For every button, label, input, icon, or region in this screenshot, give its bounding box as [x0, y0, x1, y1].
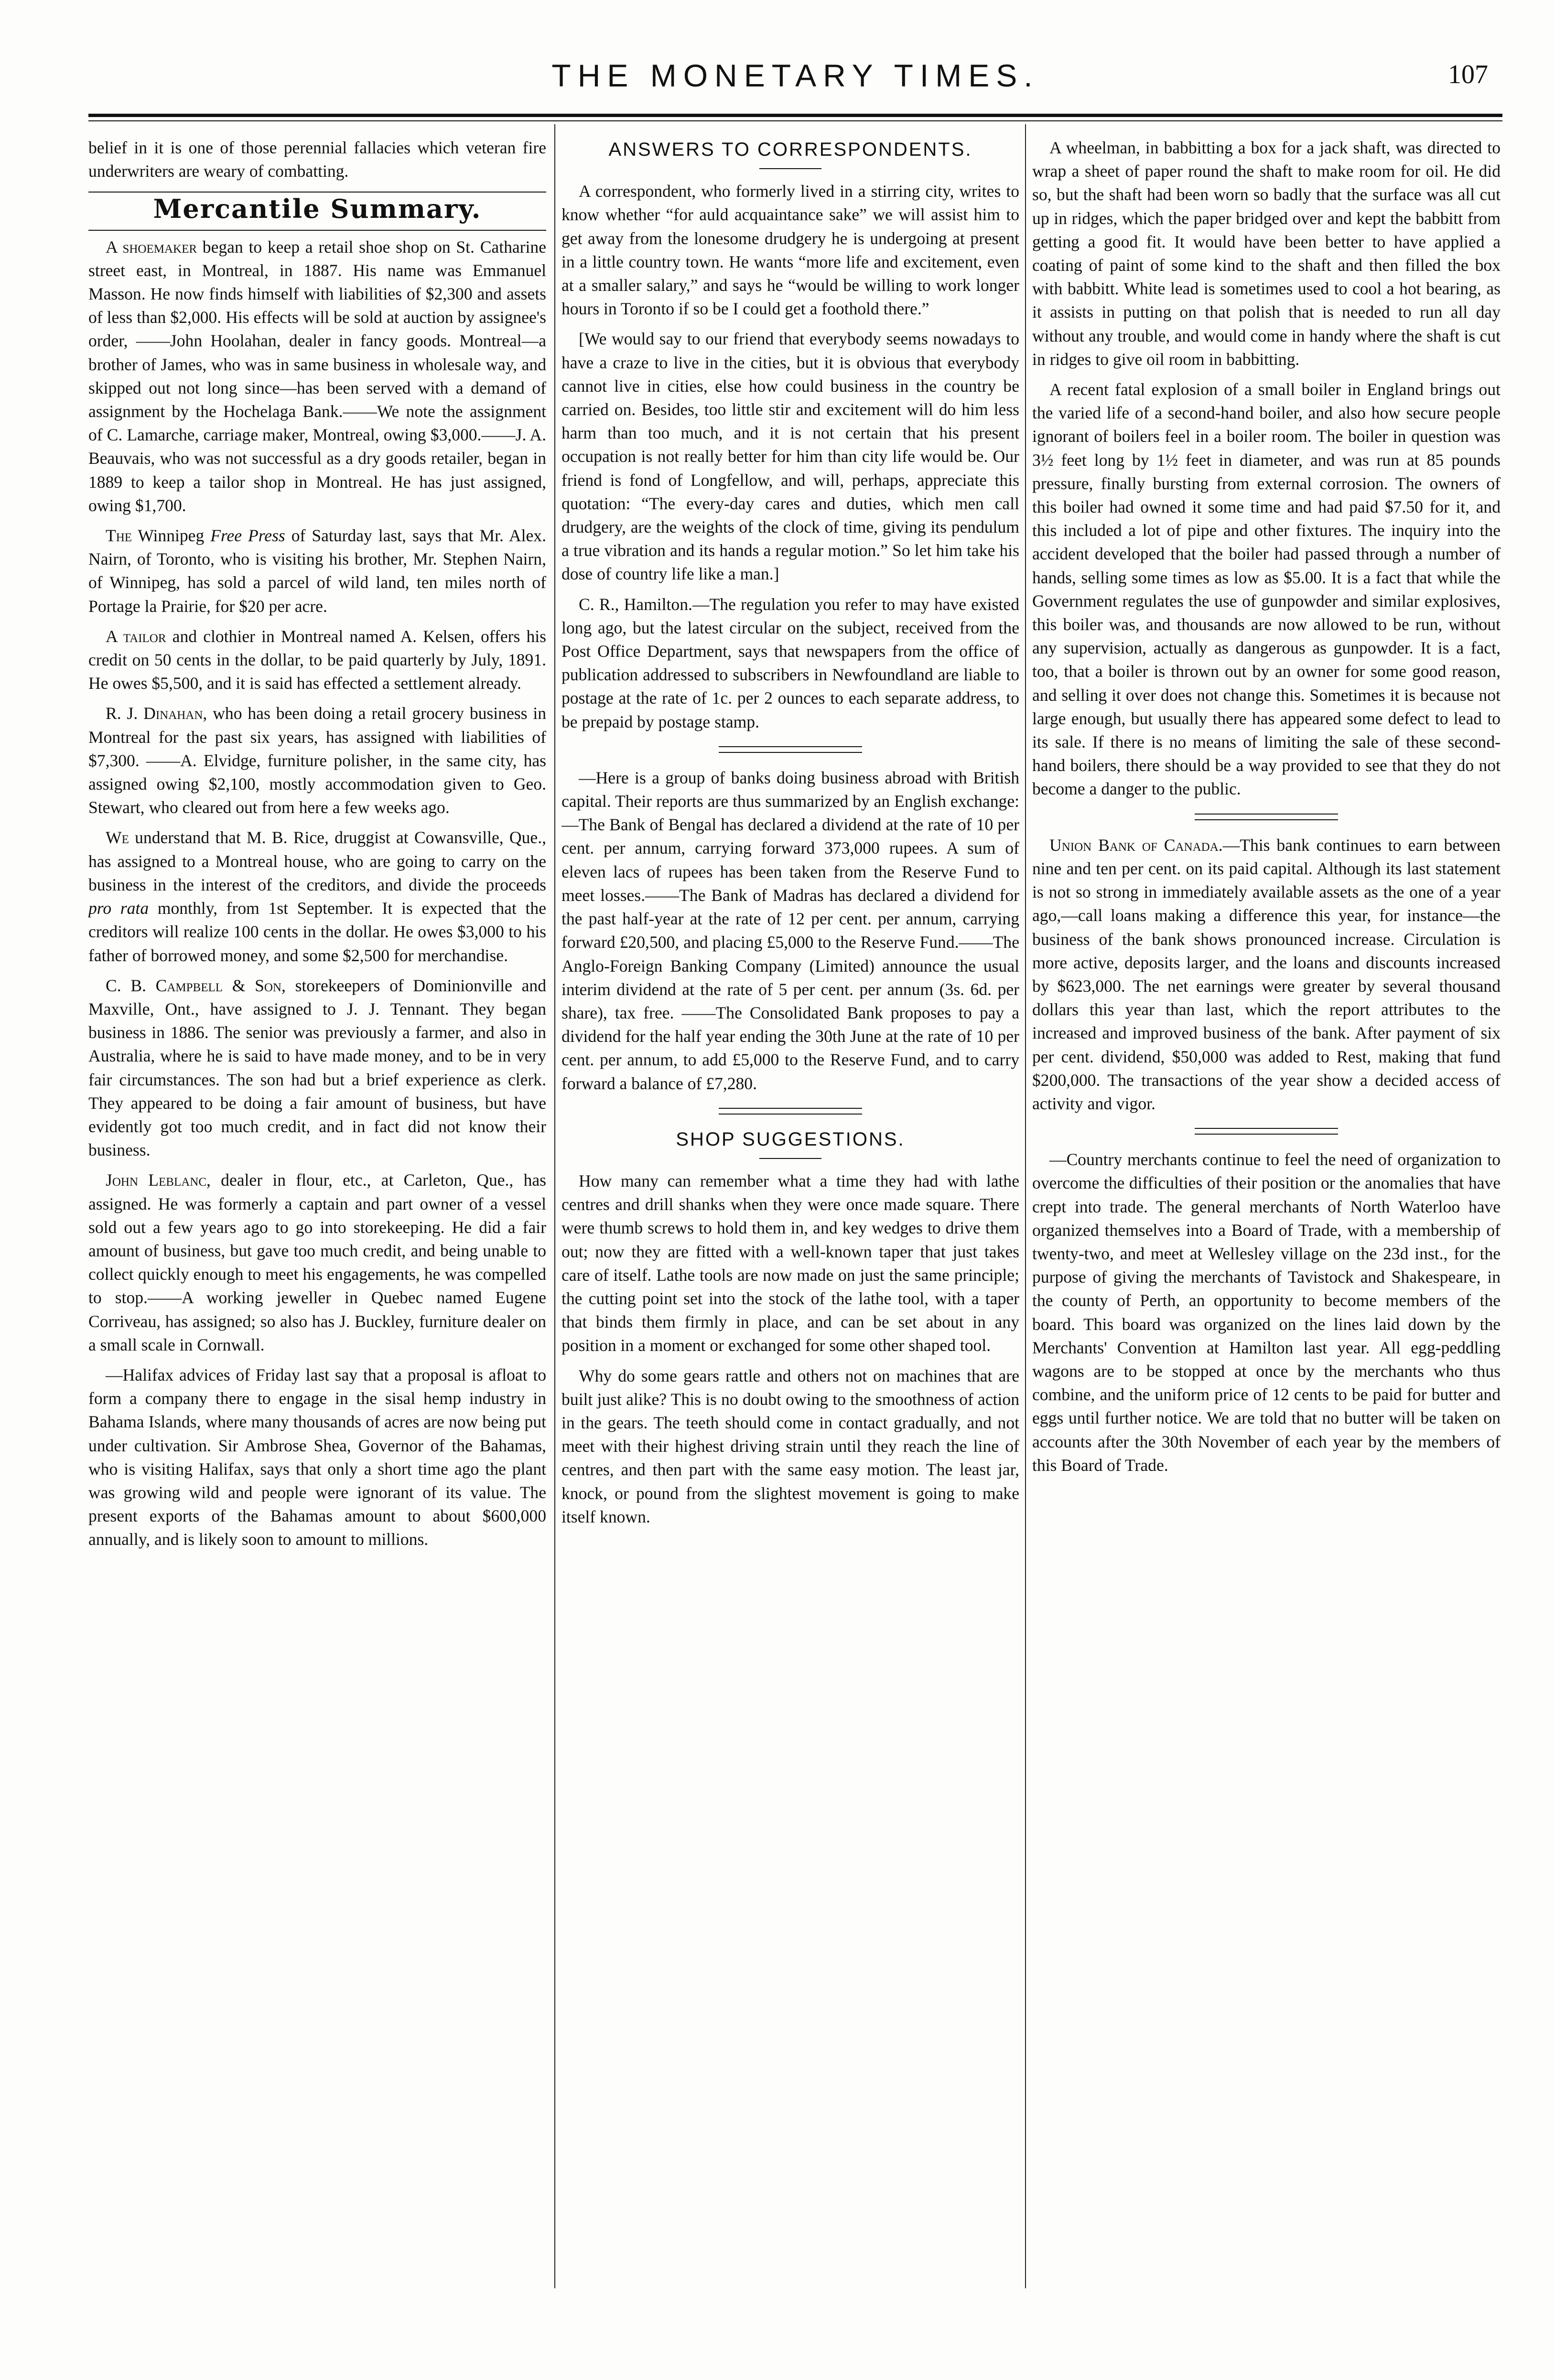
- masthead: [88, 57, 1502, 110]
- short-rule: [759, 1158, 821, 1159]
- page-number: 107: [1448, 60, 1488, 89]
- lead-in: The: [106, 526, 132, 546]
- article-paragraph: [88, 236, 546, 517]
- section-rule: [88, 230, 546, 231]
- paragraph-text: of Saturday last, says that Mr. Alex. Nairn, of Toronto, who is visiting his brother, Mr. Stephen Nairn, of Winnipeg, has sold a parcel of wild land, ten miles north of Portage la Prairie, for $20 per acre.: [88, 526, 546, 616]
- column-1: [88, 136, 546, 2367]
- newspaper-name: Free Press: [210, 526, 285, 546]
- column-divider: [554, 124, 555, 2288]
- column-3: [1032, 136, 1501, 2367]
- masthead-rule-thin: [88, 120, 1502, 121]
- article-paragraph: [88, 702, 546, 819]
- article-paragraph: Why do some gears rattle and others not on machines that are built just alike? This is no doubt owing to the smoothness of action in the gears. The teeth should come in contact gradually, and not meet with their highest driving strain until they reach the line of centres, and then part with the same easy motion. The least jar, knock, or pound from the slightest movement is going to make itself known.: [562, 1366, 1019, 1526]
- paragraph-text: storekeepers of Dominionville and Maxville, Ont., have assigned to J. J. Tennant. They began business in 1886. The senior was previously a farmer, and also in Australia, where he is said to have made money, and to be in very fair circumstances. The son had but a brief experience as clerk. They appeared to be doing a fair amount of business, but have evidently got too much credit, and in fact did not know their business.: [88, 976, 546, 1160]
- article-paragraph: A recent fatal explosion of a small boiler in England brings out the varied life of a second-hand boiler, and also how secure people ignorant of boilers feel in a boiler room. The boiler in question was 3½ feet long by 1½ feet in diameter, and was run at 85 pounds pressure, finally bursting from external corrosion. The owners of this boiler had owned it some time and had paid $7.50 for it, and this included a lot of pipe and other fixtures. The inquiry into the accident developed that the boiler had passed through a number of hands, selling some times as low as $5.00. It is a fact that while the Government regulates the use of gunpowder and similar explosives, this boiler was, and thousands are now allowed to be run, without any supervision, actually as dangerous as gunpowder. It is a fact, too, that a boiler is thrown out by an owner for some good reason, and selling it over does not change this. Sometimes it is because not large enough, but usually there has appeared some defect to lead to its sale. If there is no means of limiting the sale of these second-hand boilers, there should be a way provided to see that they do not become a danger to the public.: [1032, 380, 1501, 799]
- lead-in: We: [106, 828, 129, 847]
- paragraph-text: understand that M. B. Rice, druggist at Cowansville, Que., has assigned to a Montreal house, who are going to carry on the business in the interest of the creditors, and divide the proceeds: [88, 828, 546, 894]
- masthead-rule: [88, 114, 1502, 117]
- paragraph-text: began to keep a retail shoe shop on St. Catharine street east, in Montreal, in 1887. His name was Emmanuel Masson. He now finds himself with liabilities of $2,300 and assets of less than $2,000. His effects will be sold at auction by assignee's order, ——John Hoolahan, dealer in fancy goods. Montreal—a brother of James, who was in same business in wholesale way, and skipped out not long since—has been served with a demand of assignment by the Hochelaga Bank.——We note the assignment of C. Lamarche, carriage maker, Montreal, owing $3,000.——J. A. Beauvais, who was not successful as a dry goods retailer, began in 1889 to keep a tailor shop in Montreal. He has just assigned, owing $1,700.: [88, 237, 546, 515]
- paragraph-text: monthly, from 1st September. It is expected that the creditors will realize 100 cents in the dollar. He owes $3,000 to his father of borrowed money, and some $2,500 for merchandise.: [88, 899, 546, 965]
- ornamental-rule: [1195, 1128, 1338, 1135]
- article-paragraph: —Country merchants continue to feel the need of organization to overcome the difficulties of their position or the anomalies that have crept into trade. The general merchants of North Waterloo have organized themselves into a Board of Trade, with a membership of twenty-two, and meet at Wellesley village on the 23d inst., for the purpose of giving the merchants of Tavistock and Shakespeare, in the county of Perth, an opportunity to become members of the board. This board was organized on the lines laid down by the Merchants' Convention at Hamilton last year. All egg-peddling wagons are to be stopped at once by the merchants who thus combine, and the uniform price of 12 cents to be paid for butter and eggs until further notice. We are told that no butter will be taken on accounts after the 30th November of each year by the members of this Board of Trade.: [1032, 1150, 1501, 1475]
- article-paragraph: [We would say to our friend that everybody seems nowadays to have a craze to live in the cities, but it is obvious that everybody cannot live in cities, else how could business in the country be carried on. Besides, too little stir and excitement will do him less harm than too much, and it is not certain that his present occupation is not really better for him than city life would be. Our friend is fond of Longfellow, and will, perhaps, appreciate this quotation: “The every-day cares and duties, which men call drudgery, are the weights of the clock of time, giving its pendulum a true vibration and its hands a regular motion.” So let him take his dose of country life like a man.]: [562, 329, 1019, 584]
- continued-paragraph: belief in it is one of those perennial fallacies which veteran fire underwriters are weary of combatting.: [88, 138, 546, 181]
- column-2: [562, 136, 1019, 2367]
- lead-in: A tailor: [106, 626, 166, 646]
- paragraph-text: —This bank continues to earn between nine and ten per cent. on its paid capital. Although its last statement is not so strong in immediately available assets as the one of a year ago,—call loans making a difference this year, for instance—the business of the bank shows pronounced increase. Circulation is more active, deposits larger, and the loans and discounts increased by $623,000. The net earnings were greater by several thousand dollars this year than last, which the report attributes to the increased and improved business of the bank. After payment of six per cent. dividend, $50,000 was added to Rest, making that fund $200,000. The transactions of the year show a decided access of activity and vigor.: [1032, 835, 1501, 1113]
- paragraph-text: Winnipeg: [132, 526, 211, 546]
- column-divider: [1025, 124, 1026, 2288]
- article-paragraph: C. R., Hamilton.—The regulation you refer to may have existed long ago, but the latest circular on the subject, received from the Post Office Department, says that newspapers from the office of publication addressed to subscribers in Newfoundland are liable to postage at the rate of 1c. per 2 ounces to each separate address, to be prepaid by postage stamp.: [562, 594, 1019, 731]
- article-paragraph: A correspondent, who formerly lived in a stirring city, writes to know whether “for auld acquaintance sake” we will assist him to get away from the lonesome drudgery he is undergoing at present in a little country town. He wants “more life and excitement, even at a smaller salary,” and says he “would be willing to work longer hours in Toronto if so be I could get a foothold there.”: [562, 182, 1019, 319]
- article-paragraph: [88, 826, 546, 967]
- short-rule: [759, 168, 821, 169]
- paragraph-text: and clothier in Montreal named A. Kelsen, offers his credit on 50 cents in the dollar, to be paid quarterly by July, 1891. He owes $5,500, and it is said has effected a settlement already.: [88, 626, 546, 693]
- article-paragraph: [88, 524, 546, 618]
- ornamental-rule: [1195, 814, 1338, 820]
- article-paragraph: —Halifax advices of Friday last say that a proposal is afloat to form a company there to engage in the sisal hemp industry in Bahama Islands, where many thousands of acres are now being put under cultivation. Sir Ambrose Shea, Governor of the Bahamas, who is visiting Halifax, says that only a short time ago the plant was growing wild and people were ignorant of its value. The present exports of the Bahamas amount to about $600,000 annually, and is likely soon to amount to millions.: [88, 1365, 546, 1549]
- lead-in: R. J. Dinahan,: [106, 704, 207, 723]
- article-paragraph: [88, 974, 546, 1162]
- article-paragraph: —Here is a group of banks doing business abroad with British capital. Their reports are thus summarized by an English exchange: —The Bank of Bengal has declared a dividend at the rate of 10 per cent. per annum, carrying forward 373,000 rupees. A sum of eleven lacs of rupees has been taken from the Reserve Fund to meet losses.——The Bank of Madras has declared a dividend for the past half-year at the rate of 12 per cent. per annum, carrying forward £20,500, and placing £5,000 to the Reserve Fund.——The Anglo-Foreign Banking Company (Limited) announce the usual interim dividend at the rate of 5 per cent. per annum (3s. 6d. per share), tax free. ——The Consolidated Bank proposes to pay a dividend for the half year ending the 30th June at the rate of 10 per cent. per annum, to add £5,000 to the Reserve Fund, and to carry forward a balance of £7,280.: [562, 768, 1019, 1093]
- section-rule: [88, 192, 546, 193]
- section-heading: SHOP SUGGESTIONS.: [676, 1128, 905, 1150]
- lead-in: C. B. Campbell & Son,: [106, 976, 286, 995]
- ornamental-rule: [719, 746, 862, 753]
- section-title: Mercantile Summary.: [153, 193, 482, 225]
- article-paragraph: [1032, 834, 1501, 1115]
- article-paragraph: How many can remember what a time they had with lathe centres and drill shanks when they were once made square. There were thumb screws to hold them in, and key wedges to drive them out; now they are fitted with a well-known taper that just takes care of itself. Lathe tools are now made on just the same principle; the cutting point set into the stock of the lathe tool, with a taper that binds them firmly in place, and can be set about in any position in a moment or exchanged for some other shaped tool.: [562, 1171, 1019, 1355]
- article-paragraph: [88, 625, 546, 696]
- ornamental-rule: [719, 1108, 862, 1115]
- section-heading: ANSWERS TO CORRESPONDENTS.: [608, 139, 972, 160]
- paragraph-text: dealer in flour, etc., at Carleton, Que., has assigned. He was formerly a captain and part owner of a vessel sold out a few years ago to go into storekeeping. He did a fair amount of business, but gave too much credit, and being unable to collect quickly enough to meet his engagements, he was compelled to stop.——A working jeweller in Quebec named Eugene Corriveau, has assigned; so also has J. Buckley, furniture dealer on a small scale in Cornwall.: [88, 1170, 546, 1354]
- article-paragraph: A wheelman, in babbitting a box for a jack shaft, was directed to wrap a sheet of paper round the shaft to make room for oil. He did so, but the shaft had been worn so badly that the surface was all cut up in ridges, which the paper bridged over and kept the babbitt from getting a good fit. It would have been better to have applied a coating of paint of some kind to the shaft and then filled the box with babbitt. White lead is sometimes used to cool a hot bearing, as it assists in putting on that polish that is needed to run all day without any trouble, and would come in handy where the shaft is cut in ridges to give oil room in babbitting.: [1032, 138, 1501, 369]
- paragraph-text: who has been doing a retail grocery business in Montreal for the past six years, has assigned with liabilities of $7,300. ——A. Elvidge, furniture polisher, in the same city, has assigned owing $2,100, mostly accommodation given to Geo. Stewart, who cleared out from here a few weeks ago.: [88, 704, 546, 817]
- article-paragraph: [88, 1169, 546, 1357]
- lead-in: Union Bank of Canada.: [1049, 835, 1223, 855]
- lead-in: A shoemaker: [106, 237, 197, 257]
- lead-in: John Leblanc,: [106, 1170, 211, 1190]
- publication-title: THE MONETARY TIMES.: [551, 58, 1039, 93]
- latin-phrase: pro rata: [88, 899, 149, 918]
